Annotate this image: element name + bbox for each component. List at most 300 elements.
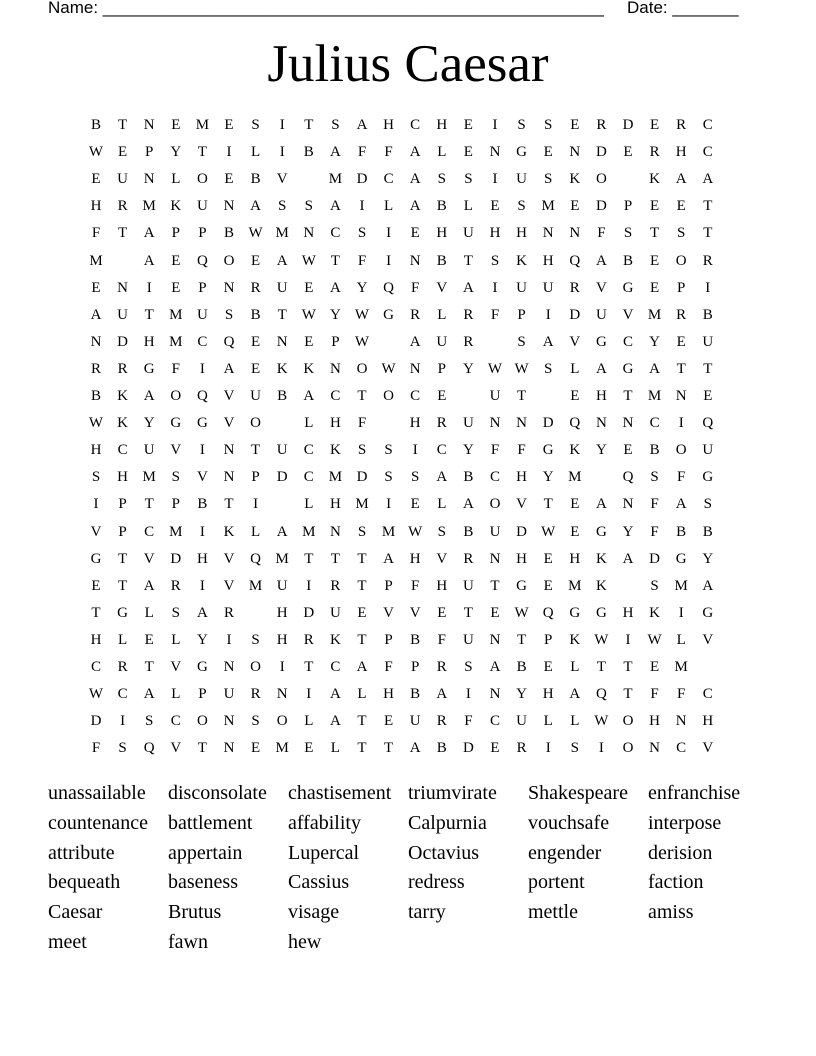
grid-letter: F bbox=[411, 577, 420, 594]
grid-letter: V bbox=[409, 604, 421, 621]
grid-letter: U bbox=[223, 686, 235, 703]
grid-letter: A bbox=[649, 360, 661, 377]
grid-letter bbox=[270, 493, 294, 515]
grid-letter: S bbox=[517, 117, 526, 133]
grid-row bbox=[84, 710, 722, 732]
grid-letter: N bbox=[223, 469, 235, 486]
grid-letter: N bbox=[276, 686, 288, 703]
grid-letter: F bbox=[517, 442, 526, 459]
grid-letter: H bbox=[276, 631, 288, 648]
grid-letter: L bbox=[570, 713, 580, 730]
grid-letter: V bbox=[223, 415, 235, 432]
grid-letter: L bbox=[437, 306, 447, 323]
grid-letter: A bbox=[143, 577, 155, 594]
grid-letter: B bbox=[702, 523, 713, 540]
grid-letter: C bbox=[436, 442, 447, 459]
grid-letter: B bbox=[410, 631, 421, 648]
grid-letter: P bbox=[118, 523, 127, 540]
grid-letter: B bbox=[622, 252, 633, 269]
grid-letter: T bbox=[490, 577, 500, 594]
grid-letter: V bbox=[702, 631, 714, 648]
grid-letter: U bbox=[462, 577, 474, 594]
grid-letter: B bbox=[250, 306, 261, 323]
grid-letter: N bbox=[143, 171, 155, 188]
grid-letter: F bbox=[490, 442, 500, 459]
grid-letter: T bbox=[623, 659, 633, 675]
grid-letter: F bbox=[171, 360, 180, 377]
grid-row bbox=[84, 683, 722, 705]
grid-letter: S bbox=[517, 333, 526, 350]
grid-letter: F bbox=[91, 740, 101, 757]
grid-letter: Y bbox=[462, 360, 474, 377]
grid-letter: D bbox=[356, 171, 368, 188]
grid-letter: F bbox=[357, 252, 367, 269]
grid-letter: N bbox=[489, 631, 501, 648]
grid-letter: I bbox=[146, 279, 152, 296]
grid-letter: R bbox=[90, 360, 101, 377]
grid-row bbox=[84, 250, 722, 272]
grid-letter: N bbox=[489, 686, 501, 703]
grid-letter: N bbox=[223, 279, 235, 296]
grid-letter: A bbox=[702, 577, 714, 594]
grid-letter bbox=[244, 602, 268, 624]
grid-letter: R bbox=[676, 117, 687, 133]
grid-letter: N bbox=[622, 496, 634, 513]
grid-letter: I bbox=[253, 496, 259, 513]
grid-letter: I bbox=[545, 740, 551, 757]
grid-letter: D bbox=[170, 550, 182, 567]
grid-letter: S bbox=[544, 360, 553, 377]
word-bank-item: mettle bbox=[528, 901, 578, 924]
grid-letter: E bbox=[543, 659, 553, 675]
grid-letter: T bbox=[304, 117, 314, 133]
grid-letter: C bbox=[330, 659, 341, 675]
grid-letter: D bbox=[595, 198, 607, 215]
grid-letter: Y bbox=[196, 631, 208, 648]
grid-letter: A bbox=[489, 659, 501, 675]
grid-letter: S bbox=[411, 469, 420, 486]
grid-letter: A bbox=[436, 469, 448, 486]
grid-letter: I bbox=[625, 631, 631, 648]
grid-letter: A bbox=[595, 360, 607, 377]
grid-letter: A bbox=[143, 225, 155, 242]
grid-letter: C bbox=[303, 442, 314, 459]
grid-letter: Q bbox=[196, 388, 208, 404]
grid-letter: W bbox=[354, 333, 370, 350]
grid-letter: W bbox=[381, 360, 396, 377]
grid-letter: H bbox=[90, 631, 102, 648]
grid-letter: A bbox=[329, 279, 341, 296]
grid-letter: Y bbox=[516, 686, 528, 703]
grid-letter: R bbox=[596, 117, 607, 133]
grid-letter: A bbox=[250, 198, 262, 215]
grid-letter: H bbox=[143, 333, 155, 350]
grid-letter: G bbox=[196, 415, 208, 432]
grid-letter: N bbox=[90, 333, 102, 350]
grid-letter: A bbox=[356, 117, 368, 133]
grid-letter: K bbox=[516, 252, 528, 269]
grid-letter: S bbox=[517, 198, 526, 215]
grid-letter: M bbox=[328, 171, 343, 188]
grid-letter: E bbox=[251, 333, 261, 350]
grid-letter: F bbox=[677, 686, 686, 703]
word-bank-item: hew bbox=[288, 931, 322, 953]
grid-letter: T bbox=[118, 225, 128, 242]
grid-letter bbox=[536, 385, 560, 407]
grid-letter: H bbox=[542, 686, 554, 703]
grid-letter: B bbox=[516, 659, 527, 675]
grid-letter: I bbox=[306, 686, 312, 703]
grid-letter: E bbox=[251, 740, 261, 757]
grid-letter: I bbox=[279, 659, 285, 675]
grid-letter: L bbox=[304, 713, 314, 730]
grid-letter: E bbox=[91, 171, 101, 188]
grid-letter: F bbox=[650, 686, 659, 703]
word-bank-item: vouchsafe bbox=[528, 811, 610, 834]
grid-letter: B bbox=[90, 388, 101, 404]
grid-letter: P bbox=[517, 306, 526, 323]
grid-letter: N bbox=[409, 360, 421, 377]
grid-letter: W bbox=[88, 144, 104, 161]
grid-letter: E bbox=[304, 279, 314, 296]
grid-letter: T bbox=[330, 550, 340, 567]
grid-letter: G bbox=[702, 469, 714, 486]
grid-letter: L bbox=[304, 415, 314, 432]
grid-row bbox=[84, 493, 722, 515]
grid-letter: L bbox=[251, 523, 261, 540]
grid-letter: A bbox=[675, 171, 687, 188]
grid-letter: V bbox=[383, 604, 395, 621]
grid-letter: N bbox=[569, 144, 581, 161]
grid-letter: E bbox=[410, 225, 420, 242]
grid-letter: A bbox=[409, 333, 421, 350]
grid-letter: L bbox=[171, 686, 181, 703]
grid-letter: B bbox=[436, 252, 447, 269]
grid-letter: U bbox=[329, 604, 341, 621]
grid-letter: T bbox=[543, 496, 553, 513]
grid-letter: R bbox=[330, 577, 341, 594]
grid-letter: S bbox=[650, 577, 659, 594]
grid-letter: O bbox=[196, 713, 208, 730]
grid-letter: D bbox=[356, 469, 368, 486]
grid-letter: E bbox=[384, 713, 394, 730]
grid-letter: E bbox=[304, 740, 314, 757]
grid-letter: E bbox=[437, 388, 447, 404]
grid-letter: E bbox=[437, 604, 447, 621]
grid-letter: U bbox=[516, 171, 528, 188]
grid-letter: H bbox=[90, 442, 102, 459]
grid-letter: T bbox=[703, 225, 713, 242]
grid-letter: A bbox=[383, 550, 395, 567]
grid-row bbox=[84, 331, 722, 353]
grid-letter: F bbox=[677, 469, 686, 486]
grid-row bbox=[84, 439, 722, 461]
word-bank-item: countenance bbox=[48, 811, 148, 834]
grid-letter: I bbox=[306, 577, 312, 594]
grid-letter: Q bbox=[542, 604, 554, 621]
word-bank-item: battlement bbox=[168, 811, 253, 834]
grid-letter: S bbox=[145, 713, 154, 730]
word-bank-item: attribute bbox=[48, 841, 115, 864]
grid-letter: A bbox=[329, 686, 341, 703]
grid-letter: S bbox=[171, 469, 180, 486]
grid-letter: H bbox=[622, 604, 634, 621]
grid-letter: Y bbox=[649, 333, 661, 350]
grid-letter: U bbox=[196, 198, 208, 215]
grid-letter: I bbox=[199, 442, 205, 459]
grid-letter bbox=[456, 385, 480, 407]
word-bank-item: affability bbox=[288, 811, 361, 834]
grid-letter: W bbox=[301, 252, 316, 269]
grid-letter: T bbox=[197, 144, 207, 161]
grid-letter: C bbox=[410, 388, 421, 404]
grid-letter: E bbox=[543, 144, 553, 161]
grid-letter: L bbox=[330, 740, 340, 757]
grid-letter: S bbox=[357, 523, 367, 540]
grid-letter: A bbox=[276, 252, 288, 269]
grid-letter: R bbox=[649, 144, 660, 161]
grid-letter: S bbox=[384, 442, 393, 459]
grid-letter: R bbox=[117, 659, 128, 675]
grid-letter: T bbox=[703, 198, 713, 215]
grid-letter: T bbox=[304, 550, 314, 567]
grid-letter: A bbox=[675, 496, 687, 513]
grid-row bbox=[84, 521, 722, 543]
grid-letter: M bbox=[142, 198, 156, 215]
grid-letter: N bbox=[223, 659, 235, 675]
word-bank-item: Cassius bbox=[288, 871, 350, 894]
grid-letter: T bbox=[277, 306, 287, 323]
grid-letter: A bbox=[436, 686, 448, 703]
grid-letter: O bbox=[250, 659, 262, 675]
grid-letter: K bbox=[595, 577, 607, 594]
grid-letter: U bbox=[595, 306, 607, 323]
grid-letter: S bbox=[91, 469, 101, 486]
grid-letter: L bbox=[144, 604, 154, 621]
grid-letter: L bbox=[437, 496, 447, 513]
grid-letter: T bbox=[144, 659, 154, 675]
grid-letter: A bbox=[356, 659, 368, 675]
grid-letter: T bbox=[623, 686, 633, 703]
grid-letter: R bbox=[516, 740, 527, 757]
grid-letter: G bbox=[622, 279, 634, 296]
grid-letter: Y bbox=[329, 306, 341, 323]
grid-letter: L bbox=[463, 198, 473, 215]
grid-letter: E bbox=[91, 577, 101, 594]
grid-letter: A bbox=[462, 496, 474, 513]
word-bank-item: interpose bbox=[648, 811, 722, 834]
grid-letter: V bbox=[223, 388, 235, 404]
grid-letter: T bbox=[596, 659, 606, 675]
grid-letter: E bbox=[650, 279, 660, 296]
grid-letter: W bbox=[647, 631, 662, 648]
grid-letter: I bbox=[226, 144, 232, 161]
grid-letter: C bbox=[489, 713, 500, 730]
grid-letter bbox=[297, 168, 321, 190]
grid-letter: V bbox=[702, 740, 714, 757]
grid-letter: K bbox=[329, 631, 341, 648]
grid-letter: T bbox=[357, 713, 367, 730]
grid-letter: C bbox=[622, 333, 633, 350]
grid-letter: S bbox=[570, 740, 579, 757]
word-bank-item: meet bbox=[48, 931, 87, 953]
word-bank-item: amiss bbox=[648, 901, 694, 924]
grid-letter: T bbox=[304, 659, 314, 675]
grid-letter: R bbox=[436, 713, 447, 730]
grid-letter: V bbox=[223, 550, 235, 567]
grid-letter: C bbox=[90, 659, 101, 675]
grid-letter: N bbox=[569, 225, 581, 242]
grid-letter: K bbox=[117, 388, 129, 404]
grid-letter: E bbox=[570, 523, 580, 540]
grid-letter: A bbox=[143, 686, 155, 703]
grid-letter: T bbox=[91, 604, 101, 621]
grid-letter: K bbox=[329, 442, 341, 459]
grid-letter: U bbox=[250, 388, 262, 404]
grid-letter: F bbox=[650, 496, 659, 513]
grid-letter: A bbox=[143, 252, 155, 269]
grid-letter: E bbox=[304, 333, 314, 350]
grid-letter: P bbox=[198, 686, 207, 703]
grid-letter: Q bbox=[196, 252, 208, 269]
grid-row bbox=[84, 385, 722, 407]
grid-letter: G bbox=[595, 604, 607, 621]
grid-letter: B bbox=[223, 225, 234, 242]
grid-letter: U bbox=[276, 577, 288, 594]
grid-letter: U bbox=[702, 333, 714, 350]
grid-letter: P bbox=[171, 225, 180, 242]
grid-letter: S bbox=[251, 713, 260, 730]
grid-letter: Q bbox=[569, 415, 581, 432]
grid-letter: U bbox=[516, 713, 528, 730]
grid-letter: N bbox=[223, 713, 235, 730]
grid-letter: C bbox=[649, 415, 660, 432]
grid-row bbox=[84, 602, 722, 624]
grid-letter: D bbox=[649, 550, 661, 567]
grid-letter: S bbox=[251, 631, 260, 648]
grid-letter: I bbox=[386, 252, 392, 269]
grid-letter: D bbox=[516, 523, 528, 540]
grid-letter: S bbox=[304, 198, 313, 215]
grid-letter: R bbox=[250, 686, 261, 703]
grid-letter: G bbox=[675, 550, 687, 567]
grid-letter: T bbox=[463, 604, 473, 621]
grid-letter: L bbox=[304, 496, 314, 513]
grid-letter bbox=[616, 575, 640, 597]
grid-letter: T bbox=[118, 550, 128, 567]
grid-letter: L bbox=[543, 713, 553, 730]
grid-letter: I bbox=[199, 523, 205, 540]
grid-letter: N bbox=[409, 252, 421, 269]
grid-letter: I bbox=[492, 171, 498, 188]
grid-letter: E bbox=[91, 279, 101, 296]
name-field-label: Name: _____________________________________________________ bbox=[48, 0, 604, 17]
grid-letter: W bbox=[354, 306, 370, 323]
grid-letter: H bbox=[329, 496, 341, 513]
grid-letter: A bbox=[276, 523, 288, 540]
grid-letter: Q bbox=[143, 740, 155, 757]
grid-letter: G bbox=[117, 604, 129, 621]
grid-letter: O bbox=[196, 171, 208, 188]
grid-letter: N bbox=[223, 198, 235, 215]
grid-letter: I bbox=[199, 577, 205, 594]
grid-letter: G bbox=[569, 604, 581, 621]
grid-letter: L bbox=[118, 631, 128, 648]
grid-letter: P bbox=[411, 659, 420, 675]
grid-letter: O bbox=[250, 415, 262, 432]
grid-letter: D bbox=[595, 144, 607, 161]
grid-letter: U bbox=[462, 415, 474, 432]
grid-letter: M bbox=[647, 306, 662, 323]
grid-letter: E bbox=[650, 252, 660, 269]
grid-letter: I bbox=[120, 713, 126, 730]
grid-letter: Q bbox=[622, 469, 634, 486]
grid-letter: G bbox=[595, 333, 607, 350]
grid-letter: R bbox=[463, 550, 474, 567]
grid-letter: K bbox=[303, 360, 315, 377]
grid-letter: E bbox=[490, 740, 500, 757]
grid-letter: G bbox=[595, 523, 607, 540]
grid-letter: K bbox=[649, 171, 661, 188]
grid-letter: H bbox=[436, 117, 448, 133]
grid-letter: E bbox=[224, 117, 234, 133]
grid-letter: T bbox=[650, 225, 660, 242]
grid-letter: E bbox=[410, 496, 420, 513]
page-title: Julius Caesar bbox=[267, 35, 549, 93]
grid-letter: G bbox=[143, 360, 155, 377]
grid-letter: P bbox=[118, 496, 127, 513]
grid-letter: H bbox=[409, 550, 421, 567]
grid-letter: M bbox=[169, 333, 183, 350]
grid-letter: M bbox=[674, 659, 688, 675]
grid-letter: K bbox=[276, 360, 288, 377]
grid-letter: I bbox=[465, 686, 471, 703]
grid-letter: U bbox=[117, 171, 129, 188]
grid-letter: M bbox=[541, 198, 555, 215]
grid-letter: W bbox=[541, 523, 556, 540]
grid-letter: S bbox=[544, 117, 553, 133]
grid-letter: E bbox=[144, 631, 154, 648]
grid-letter: V bbox=[170, 442, 182, 459]
grid-letter: N bbox=[303, 225, 315, 242]
word-bank-item: triumvirate bbox=[408, 782, 497, 804]
grid-letter: T bbox=[357, 631, 367, 648]
grid-letter: E bbox=[463, 144, 473, 161]
grid-letter: S bbox=[703, 496, 712, 513]
grid-letter: R bbox=[117, 198, 128, 215]
grid-letter: D bbox=[622, 117, 634, 133]
grid-letter: E bbox=[463, 117, 473, 133]
grid-letter: M bbox=[195, 117, 210, 133]
grid-letter: H bbox=[516, 550, 528, 567]
grid-letter: B bbox=[436, 740, 447, 757]
grid-letter: G bbox=[542, 442, 554, 459]
grid-letter: Y bbox=[170, 144, 182, 161]
grid-letter: N bbox=[489, 144, 501, 161]
grid-letter: S bbox=[171, 604, 180, 621]
grid-letter: H bbox=[329, 415, 341, 432]
grid-letter: R bbox=[410, 306, 421, 323]
grid-letter: G bbox=[622, 360, 634, 377]
grid-letter: N bbox=[542, 225, 554, 242]
grid-row bbox=[84, 629, 722, 651]
grid-letter: K bbox=[170, 198, 182, 215]
grid-letter: A bbox=[223, 360, 235, 377]
grid-letter: U bbox=[143, 442, 155, 459]
grid-row bbox=[84, 168, 722, 190]
grid-letter: C bbox=[489, 469, 500, 486]
grid-letter bbox=[377, 331, 401, 353]
